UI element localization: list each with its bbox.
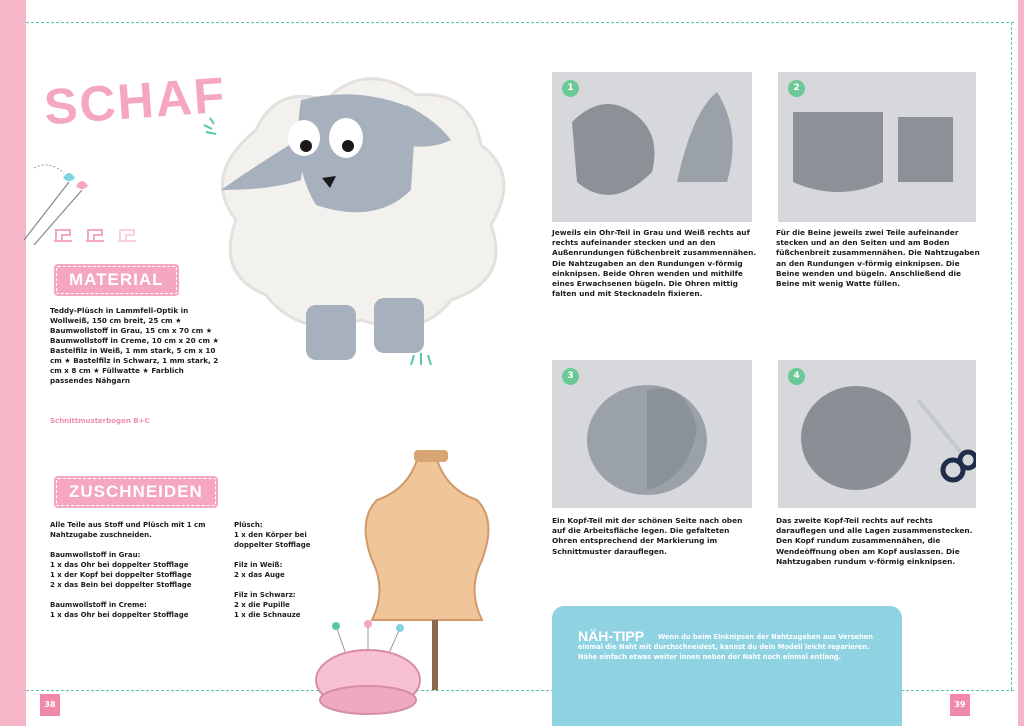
- step-1-text: Jeweils ein Ohr-Teil in Grau und Weiß rechts auf rechts aufeinander stecken und an den Außenrundungen füßchenbreit zusammennähen. Die Nahtzugaben an den Rundungen v-förmig einknipsen. Beide Ohren wenden und mithilfe eines Erwachsenen bügeln. Die Ohren mittig falten und mit Stecknadeln fixieren.: [552, 228, 757, 299]
- cutting-heading: ZUSCHNEIDEN: [56, 478, 216, 506]
- step-number: 3: [562, 368, 579, 385]
- tip-title: NÄH-TIPP: [578, 628, 645, 644]
- cutting-instructions-right: Plüsch: 1 x den Körper bei doppelter Stofflage Filz in Weiß: 2 x das Auge Filz in Schwarz: 2 x die Pupille 1 x die Schnauze: [234, 521, 311, 619]
- right-page-edge: [1018, 0, 1024, 726]
- step-number: 4: [788, 368, 805, 385]
- page-number-left: 38: [40, 694, 60, 716]
- step-2-text: Für die Beine jeweils zwei Teile aufeinander stecken und an den Seiten und am Boden füßchenbreit zusammennähen. Die Nahtzugaben an den Rundungen v-förmig einknipsen. Die Beine wenden und bügeln. Anschließend die Beine mit wenig Watte füllen.: [776, 228, 980, 289]
- step-1-photo: [552, 72, 752, 222]
- page-number-right: 39: [950, 694, 970, 716]
- pincushion-illustration: [308, 620, 428, 720]
- sewing-machine-icon: [84, 225, 106, 243]
- cutting-instructions-left: Alle Teile aus Stoff und Plüsch mit 1 cm Nahtzugabe zuschneiden. Baumwollstoff in Grau: 1 x das Ohr bei doppelter Stofflage 1 x der Kopf bei doppelter Stofflage 2 x das Bein bei doppelter Stofflage Baumwollstoff in Creme: 1 x das Ohr bei doppelter Stofflage: [50, 521, 206, 619]
- leg-pieces-image: [778, 72, 976, 222]
- head-with-ears-image: [552, 360, 752, 508]
- ear-pieces-image: [552, 72, 752, 222]
- stitch-border-top: [26, 22, 1014, 23]
- step-4-text: Das zweite Kopf-Teil rechts auf rechts darauflegen und alle Lagen zusammenstecken. Den Kopf rundum zusammennähen, die Wendeöffnung oben am Kopf auslassen. Die Nahtzugaben rundum v-förmig einknipsen.: [776, 516, 973, 566]
- material-heading: MATERIAL: [56, 266, 177, 294]
- step-3-photo: [552, 360, 752, 508]
- pattern-sheet-reference: Schnittmusterbogen B+C: [50, 417, 150, 425]
- step-3-text: Ein Kopf-Teil mit der schönen Seite nach oben auf die Arbeitsfläche legen. Die gefalteten Ohren entsprechend der Markierung im Schnittmuster darauflegen.: [552, 516, 743, 556]
- step-2-photo: [778, 72, 976, 222]
- sewing-machine-icon: [52, 225, 74, 243]
- page-title: SCHAF: [42, 66, 228, 136]
- sewing-machine-icon: [116, 225, 138, 243]
- sewing-tip-box: [552, 606, 902, 726]
- difficulty-icons: [52, 225, 138, 243]
- left-page-edge: [0, 0, 26, 726]
- step-number: 1: [562, 80, 579, 97]
- step-number: 2: [788, 80, 805, 97]
- scissors-icon: [778, 360, 976, 508]
- sheep-illustration: [196, 60, 506, 370]
- material-list: Teddy-Plüsch in Lammfell-Optik in Wollweiß, 150 cm breit, 25 cm ★ Baumwollstoff in Grau, 15 cm x 70 cm ★ Baumwollstoff in Creme, 10 cm x 20 cm ★ Bastelfilz in Weiß, 1 mm stark, 5 cm x 10 cm ★ Bastelfilz in Schwarz, 1 mm stark, 2 cm x 8 cm ★ Füllwatte ★ Farblich passendes Nähgarn: [50, 306, 219, 385]
- tip-text: Wenn du beim Einknipsen der Nahtzugaben aus Versehen einmal die Naht mit durchschneidest, kannst du dein Modell leicht reparieren. Nähe einfach etwas weiter innen neben der Naht noch einmal entlang.: [578, 633, 873, 661]
- stitch-border-right: [1011, 22, 1012, 690]
- step-4-photo: [778, 360, 976, 508]
